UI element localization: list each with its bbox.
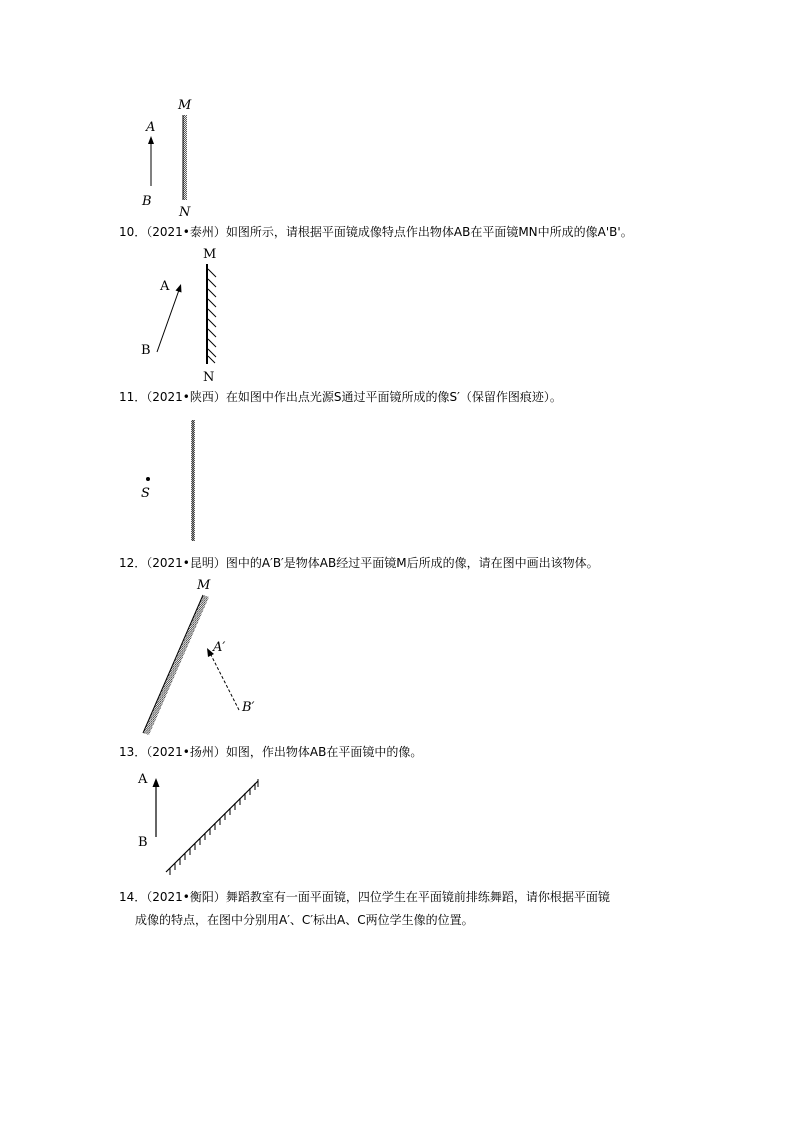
label-b: B [141,343,151,358]
question-13: 13．（2021•扬州）如图，作出物体AB在平面镜中的像。 [119,745,423,759]
label-m: M [178,98,192,113]
question-14-line1: 14．（2021•衡阳）舞蹈教室有一面平面镜，四位学生在平面镜前排练舞蹈，请你根据平面镜 [119,890,610,904]
mirror-hatch [143,595,209,735]
question-11: 11．（2021•陕西）在如图中作出点光源S通过平面镜所成的像S′（保留作图痕迹）。 [119,390,562,404]
label-n: N [203,370,215,385]
label-a: A [138,772,148,787]
label-b-prime: B′ [242,700,255,715]
mirror-hatch [183,115,187,200]
image-dashed-line [211,655,239,710]
label-a-prime: A′ [213,640,226,655]
object-arrow-head [153,778,160,787]
label-b: B [138,835,148,850]
object-arrow-shaft [157,290,179,352]
figure-point-source-mirror [130,415,210,545]
mirror-surface [143,595,203,733]
label-n: N [179,205,191,220]
label-b: B [142,194,152,209]
question-12: 12．（2021•昆明）图中的A′B′是物体AB经过平面镜M后所成的像，请在图中画出该物体。 [119,556,599,570]
label-m: M [203,247,217,262]
mirror-hatch [170,779,258,875]
label-m: M [197,578,211,593]
object-arrow-head [148,136,154,144]
point-source [146,477,150,481]
label-s: S [141,486,150,501]
figure-mirror-mn-slanted-arrow [135,242,230,387]
question-14-line2: 成像的特点，在图中分别用A′、C′标出A、C两位学生像的位置。 [135,913,474,927]
figure-slanted-mirror-image [135,573,275,743]
label-a: A [146,120,156,135]
figure-diagonal-mirror-arrow [130,765,270,880]
mirror-hatch [208,269,216,363]
figure-mirror-mn-vertical [130,90,210,225]
question-10: 10．（2021•泰州）如图所示，请根据平面镜成像特点作出物体AB在平面镜MN中所成的像A'B'。 [119,225,633,239]
label-a: A [160,279,170,294]
object-arrow-head [176,284,182,293]
